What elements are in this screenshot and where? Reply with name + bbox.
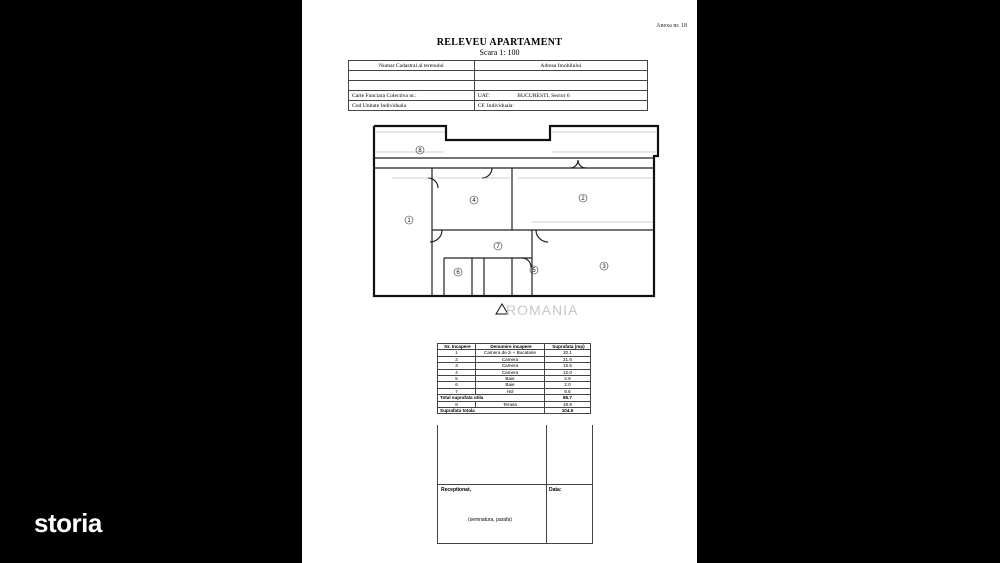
rooms-header-name: Denumire incapere: [476, 344, 545, 350]
room-nr: 7: [438, 388, 476, 394]
document-page: [302, 0, 697, 563]
grand-total-row: [438, 408, 591, 414]
room-nr: 4: [438, 369, 476, 375]
room-name: Camera: [476, 356, 545, 362]
date-label: Data:: [549, 487, 562, 493]
rooms-header-area: Suprafata (mp): [544, 344, 590, 350]
room-label-8: 8: [418, 148, 422, 154]
grand-total-value: 104.6: [544, 408, 590, 414]
address-value: [474, 71, 647, 81]
watermark-text: ROMANIA: [506, 302, 579, 318]
annex-number: Anexa nr. 18: [656, 23, 687, 29]
useful-total-label: Total suprafata utila: [438, 395, 545, 401]
cadastral-value-2: [349, 81, 475, 91]
storia-logo[interactable]: storia: [34, 508, 102, 538]
address-value-2: [474, 81, 647, 91]
room-name: Camera: [476, 363, 545, 369]
room-label-6: 6: [456, 270, 460, 276]
room-name: Camera de zi + Bucatarie: [476, 350, 545, 356]
room-area: 18.9: [544, 401, 590, 407]
room-label-1: 1: [407, 218, 411, 224]
room-nr: 3: [438, 363, 476, 369]
useful-total-value: 85.7: [544, 395, 590, 401]
cf-individual-label: CF. Individuala:: [474, 101, 647, 111]
document-scale: Scara 1: 100: [479, 48, 520, 57]
document-title: RELEVEU APARTAMENT: [436, 37, 563, 48]
floor-plan: [372, 118, 662, 318]
room-nr: 5: [438, 376, 476, 382]
unit-code-label: Cod Unitate Individuala: [349, 101, 475, 111]
room-label-5: 5: [532, 268, 536, 274]
signature-note: (semnatura, parafa): [468, 517, 512, 523]
cf-collective-label: Carte Funciara Colectiva nr.:: [349, 91, 475, 101]
room-area: 20.1: [544, 350, 590, 356]
cadastral-label: Numar Cadastral al terenului: [349, 61, 475, 71]
uat-cell: [474, 91, 647, 101]
room-label-4: 4: [472, 198, 476, 204]
room-label-2: 2: [581, 196, 585, 202]
room-nr: 6: [438, 382, 476, 388]
room-area: 2.0: [544, 382, 590, 388]
cadastral-value: [349, 71, 475, 81]
address-label: Adresa Imobilului: [474, 61, 647, 71]
room-name: Terasa: [476, 401, 545, 407]
room-nr: 1: [438, 350, 476, 356]
uat-value: BUCURESTI, Sector 6: [517, 92, 570, 99]
room-label-7: 7: [496, 244, 500, 250]
room-nr: 8: [438, 401, 476, 407]
room-nr: 2: [438, 356, 476, 362]
signature-left-cell: [438, 485, 547, 543]
room-name: Baie: [476, 382, 545, 388]
uat-label: UAT:: [477, 92, 490, 99]
rooms-header-nr: Nr. Incapere: [438, 344, 476, 350]
grand-total-label: Suprafata totala: [438, 408, 545, 414]
receipt-label: Receptionat,: [441, 487, 472, 493]
room-area: 8.6: [544, 388, 590, 394]
room-area: 12.0: [544, 369, 590, 375]
room-label-3: 3: [602, 264, 606, 270]
rooms-table: [437, 343, 591, 414]
room-name: Baie: [476, 376, 545, 382]
room-area: 21.6: [544, 356, 590, 362]
room-name: Camera: [476, 369, 545, 375]
signature-box: [437, 484, 593, 544]
room-area: 2.9: [544, 376, 590, 382]
blank-area: [437, 425, 593, 484]
room-name: Hol: [476, 388, 545, 394]
room-area: 15.5: [544, 363, 590, 369]
